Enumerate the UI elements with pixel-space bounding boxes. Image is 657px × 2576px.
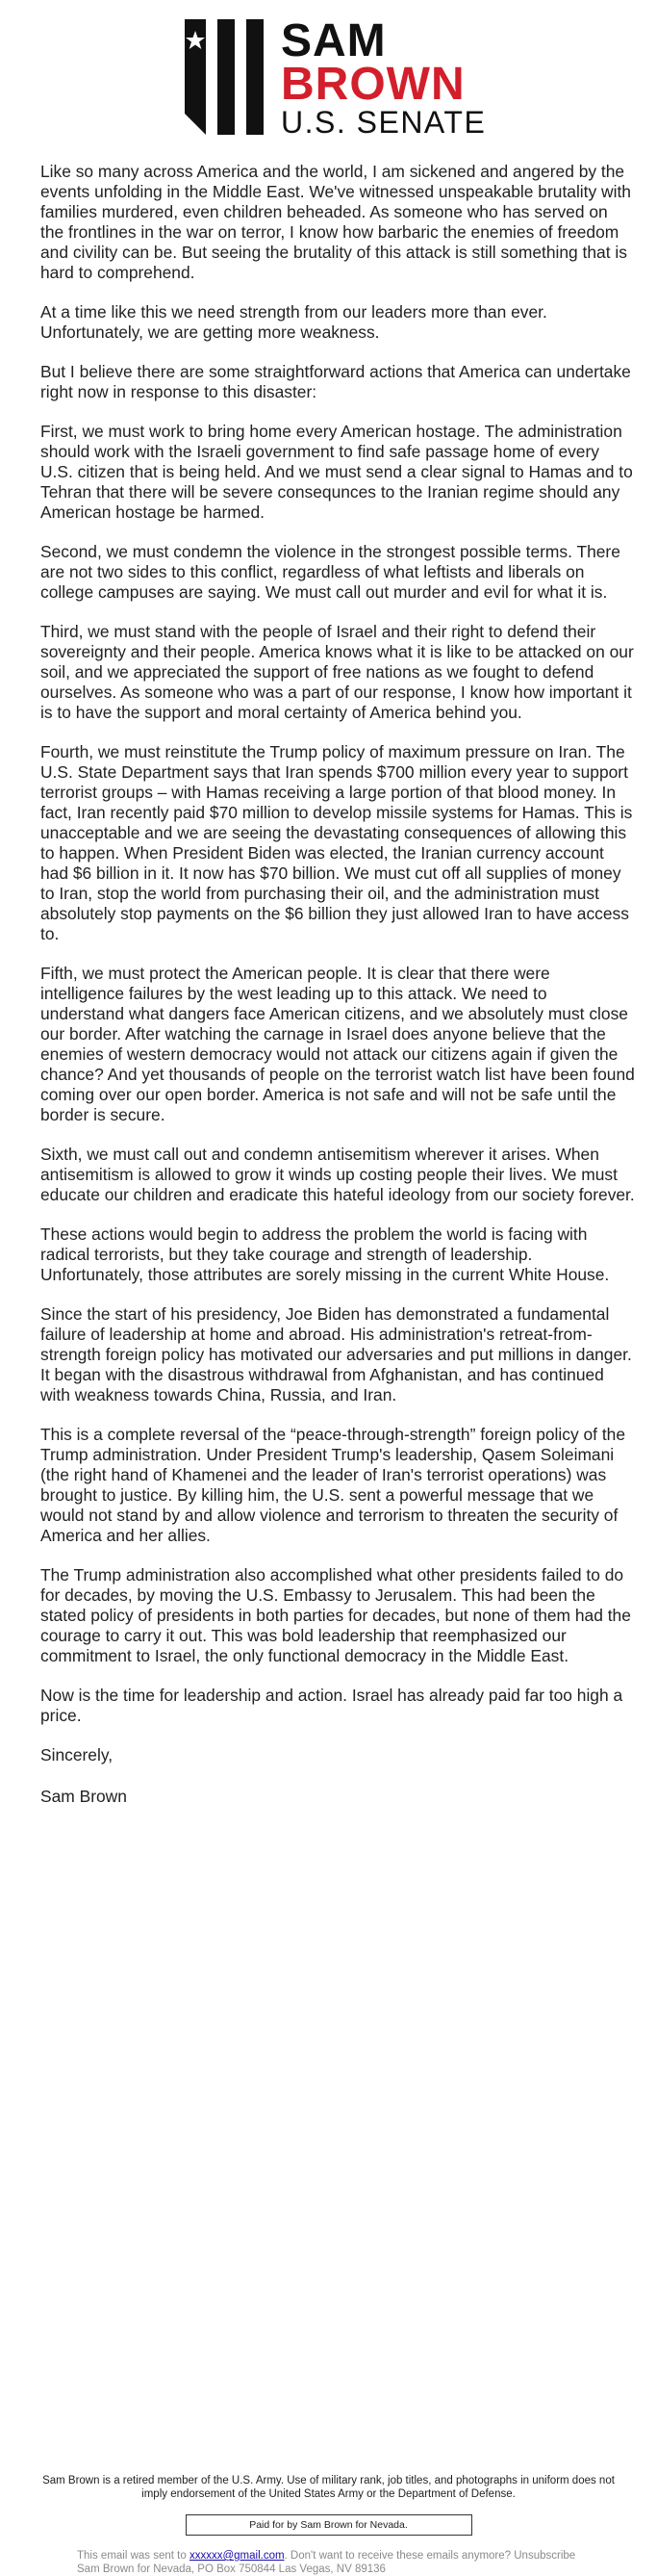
letter-paragraph: The Trump administration also accomplished what other presidents failed to do for decades, by moving the U.S. Embassy to Jerusalem. This had been the stated policy of presidents in both parties for decades, but none of them had the courage to carry it out. This was bold leadership that reemphasized our commitment to Israel, the only functional democracy in the Middle East.: [40, 1565, 631, 1665]
logo-line-sam: SAM: [281, 15, 387, 66]
campaign-logo: [185, 15, 493, 140]
letter-paragraph: These actions would begin to address the problem the world is facing with radical terrorists, but they take courage and strength of leadership. Unfortunately, those attributes are sorely missing in the current White House.: [40, 1224, 610, 1284]
letter-paragraph: Fourth, we must reinstitute the Trump policy of maximum pressure on Iran. The U.S. State Department says that Iran spends $700 million every year to support terrorist groups – with Hamas receiving a large portion of that blood money. In fact, Iran recently paid $70 million to develop missile systems for Hamas. This is unacceptable and we are seeing the devastating consequences of allowing this to happen. When President Biden was elected, the Iranian currency account had $6 billion in it. It now has $70 billion. We must cut off all supplies of money to Iran, stop the world from purchasing their oil, and the administration must absolutely stop payments on the $6 billion they just allowed Iran to have access to.: [40, 742, 633, 943]
letter-paragraph: Sixth, we must call out and condemn antisemitism wherever it arises. When antisemitism is allowed to grow it winds up costing people their lives. We must educate our children and eradicate this hateful ideology from our society forever.: [40, 1145, 635, 1204]
military-disclaimer: Sam Brown is a retired member of the U.S. Army. Use of military rank, job titles, and photographs in uniform does not imply endorsement of the United States Army or the Department of Defense.: [42, 2475, 615, 2500]
letter-paragraph: Now is the time for leadership and action. Israel has already paid far too high a price.: [40, 1686, 623, 1725]
letter-paragraph: At a time like this we need strength from our leaders more than ever. Unfortunately, we are getting more weakness.: [40, 302, 547, 342]
unsubscribe-link[interactable]: . Don't want to receive these emails anymore? Unsubscribe: [284, 2550, 576, 2562]
letter-signature: Sam Brown: [40, 1787, 127, 1806]
logo-line-brown: BROWN: [281, 59, 466, 110]
paid-for-box: Paid for by Sam Brown for Nevada.: [186, 2514, 472, 2536]
unsubscribe-block: [77, 2549, 616, 2576]
letter-closing: Sincerely,: [40, 1745, 114, 1765]
flag-bars-star-icon: [185, 19, 271, 135]
letter-paragraph: Third, we must stand with the people of Israel and their right to defend their sovereignty and their people. America knows what it is like to be attacked on our soil, and we appreciated the support of free nations as we fought to defend ourselves. As someone who was a part of our response, I know how important it is to have the support and moral certainty of America behind you.: [40, 622, 634, 722]
letter-paragraph: First, we must work to bring home every American hostage. The administration should work with the Israeli government to find safe passage home of every U.S. citizen that is being held. And we must send a clear signal to Hamas and to Tehran that there will be severe consequnces to the Iranian regime should any American hostage be harmed.: [40, 422, 633, 522]
logo-wordmark: [281, 15, 487, 140]
logo-line-senate: U.S. SENATE: [281, 105, 487, 140]
letter-body: [40, 162, 635, 1828]
email-footer: [0, 2474, 657, 2575]
letter-paragraph: Like so many across America and the world, I am sickened and angered by the events unfolding in the Middle East. We've witnessed unspeakable brutality with families murdered, even children beheaded. As someone who has served on the frontlines in the war on terror, I know how barbaric the enemies of freedom and civility can be. But seeing the brutality of this attack is still something that is hard to comprehend.: [40, 162, 631, 282]
mailing-address: Sam Brown for Nevada, PO Box 750844 Las Vegas, NV 89136: [77, 2563, 386, 2575]
recipient-email-link[interactable]: xxxxxx@gmail.com: [189, 2550, 285, 2562]
letter-paragraph: This is a complete reversal of the “peace-through-strength” foreign policy of the Trump administration. Under President Trump's leadership, Qasem Soleimani (the right hand of Khamenei and the leader of Iran's terrorist operations) was brought to justice. By killing him, the U.S. sent a powerful message that we would not stand by and allow violence and terrorism to threaten the security of America and her allies.: [40, 1425, 626, 1545]
sent-to-text: This email was sent to: [77, 2550, 187, 2562]
letter-paragraph: Since the start of his presidency, Joe Biden has demonstrated a fundamental failure of leadership at home and abroad. His administration's retreat-from-strength foreign policy has motivated our adversaries and put millions in danger. It began with the disastrous withdrawal from Afghanistan, and has continued with weakness towards China, Russia, and Iran.: [40, 1304, 632, 1404]
letter-paragraph: But I believe there are some straightforward actions that America can undertake right now in response to this disaster:: [40, 362, 631, 401]
letter-paragraph: Fifth, we must protect the American people. It is clear that there were intelligence failures by the west leading up to this attack. We need to understand what dangers face American citizens, and we absolutely must close our border. After watching the carnage in Israel does anyone believe that the enemies of western democracy would not attack our citizens again if given the chance? And yet thousands of people on the terrorist watch list have been found coming over our open border. America is not safe and will not be safe until the border is secure.: [40, 964, 635, 1124]
letter-paragraph: Second, we must condemn the violence in the strongest possible terms. There are not two sides to this conflict, regardless of what leftists and liberals on college campuses are saying. We must call out murder and evil for what it is.: [40, 542, 620, 602]
